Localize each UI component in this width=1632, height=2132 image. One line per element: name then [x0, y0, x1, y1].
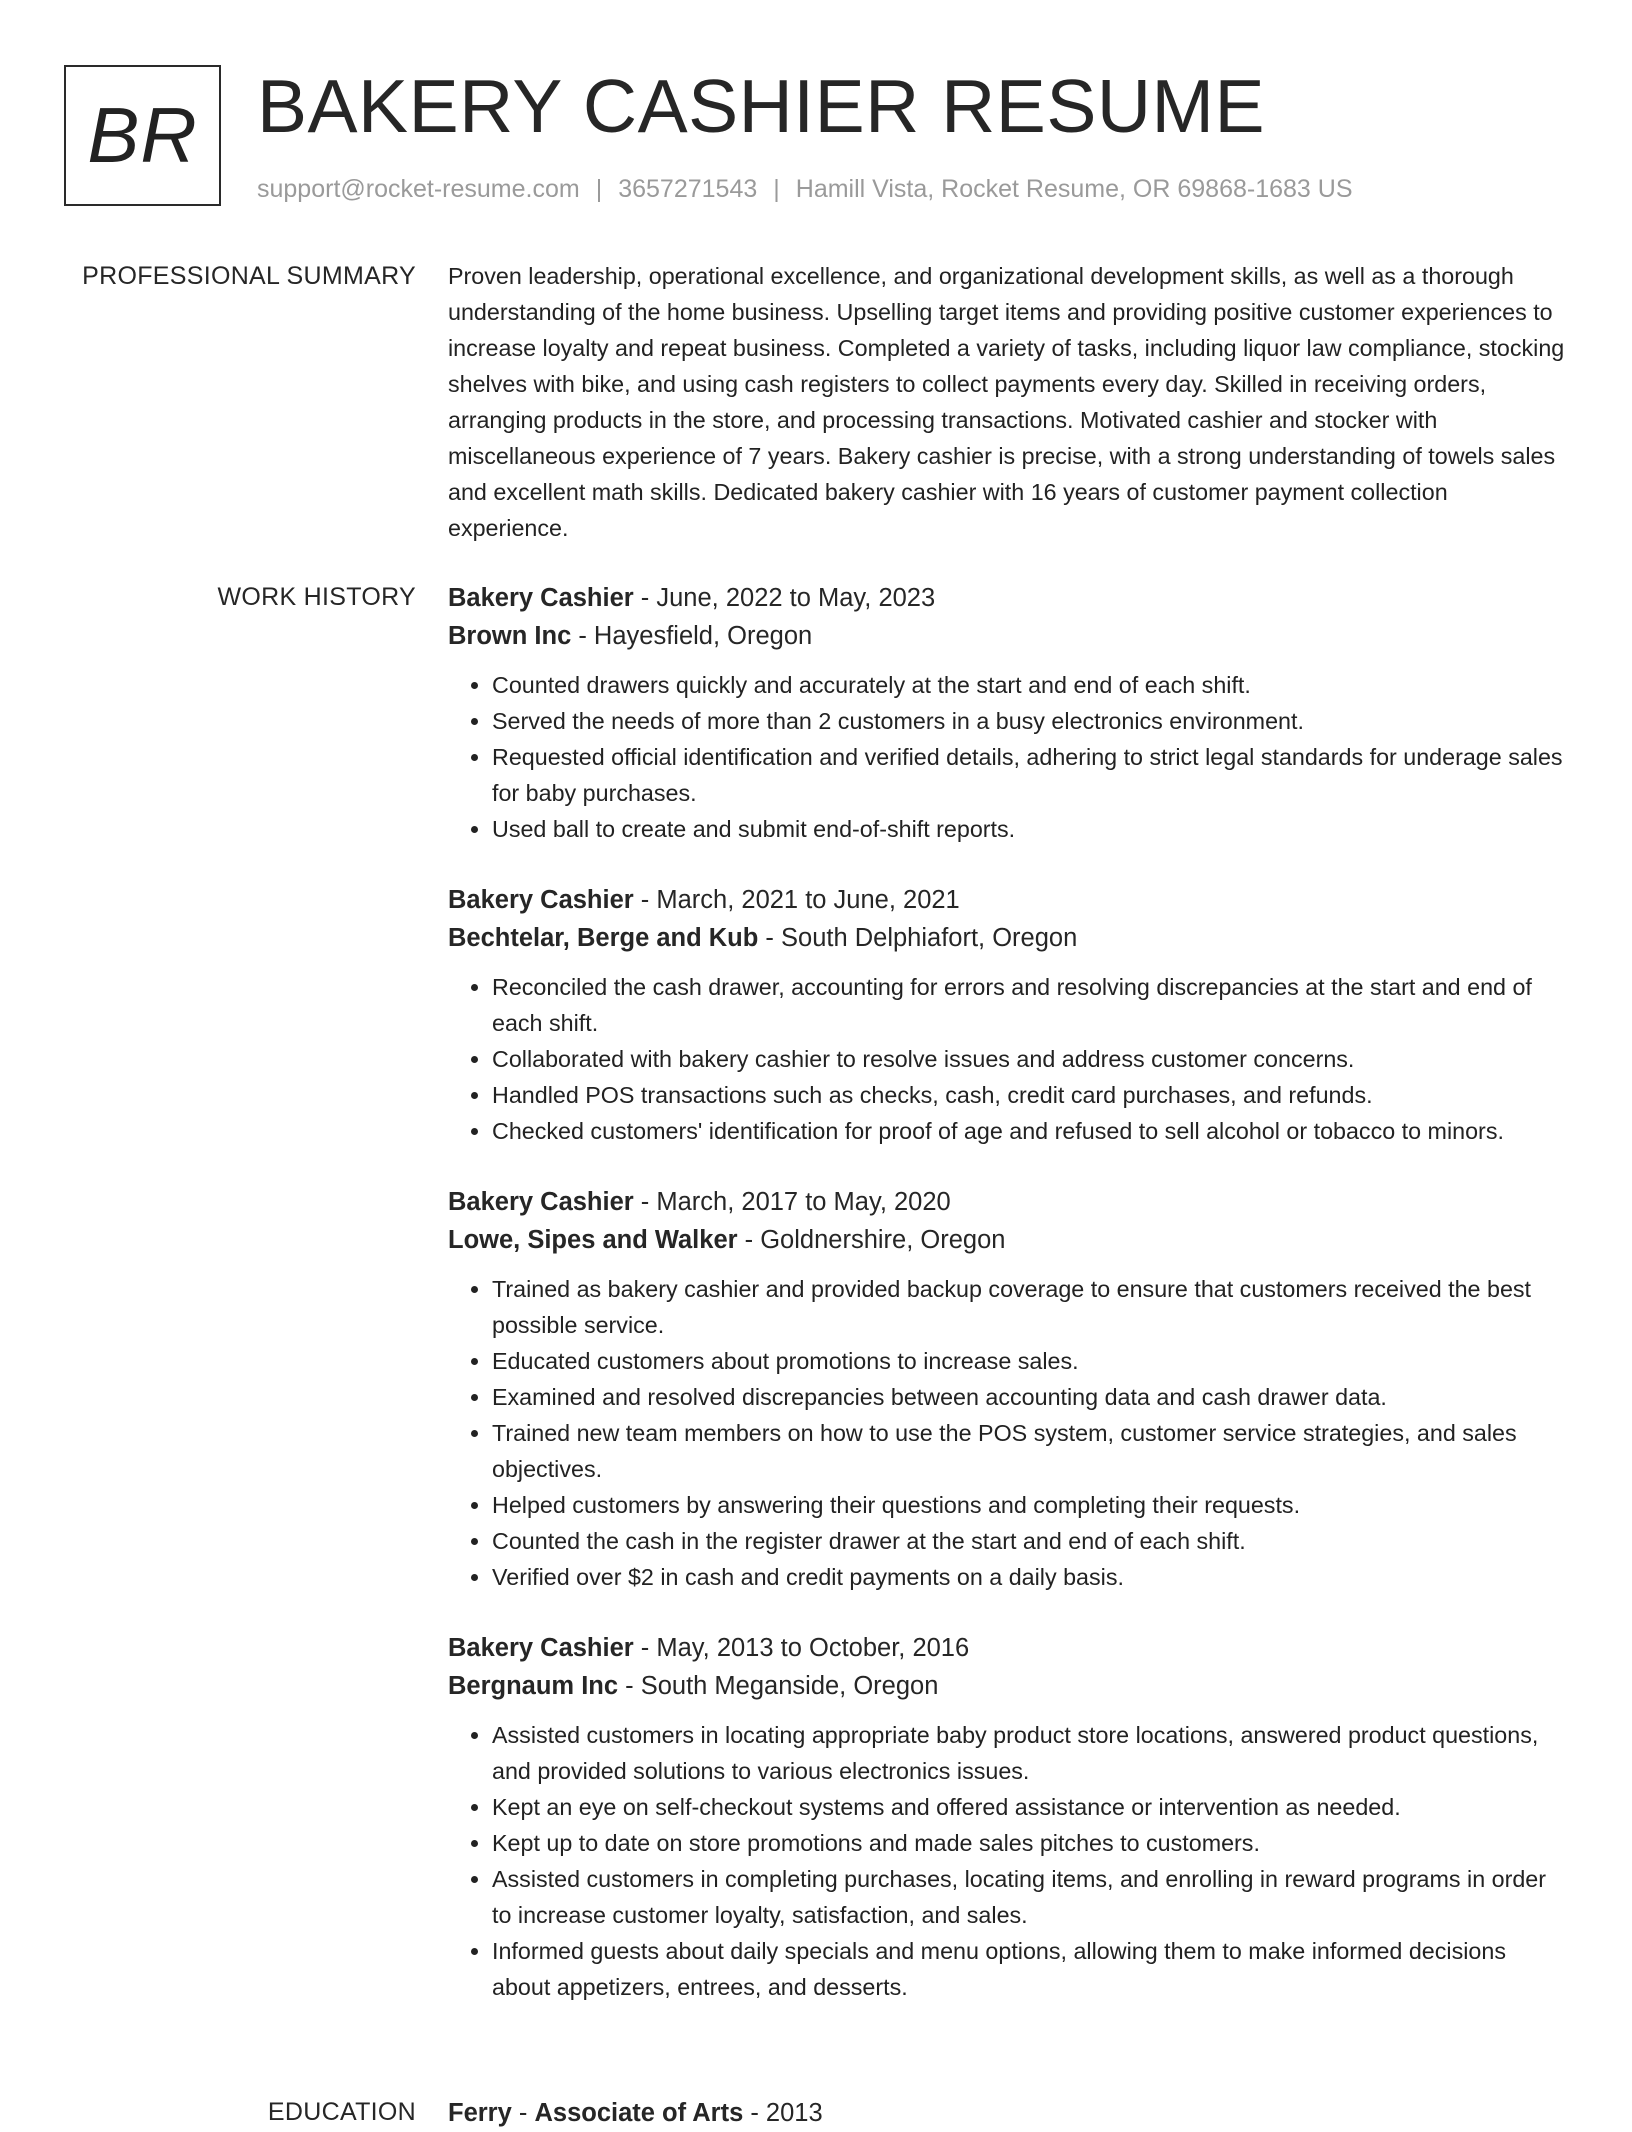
job-company: Bergnaum Inc — [448, 1672, 619, 1700]
job-location: - Hayesfield, Oregon — [571, 622, 813, 650]
job-bullet: • Checked customers' identification for proof of age and refused to sell alcohol or tobacco to minors. — [492, 1113, 1570, 1149]
job-list — [448, 579, 1570, 2039]
job-bullet: • Trained new team members on how to use the POS system, customer service strategies, and sales objectives. — [492, 1415, 1570, 1487]
job-dates: - June, 2022 to May, 2023 — [633, 584, 936, 612]
section-label-education: EDUCATION — [267, 2098, 416, 2126]
education-year: 2013 — [765, 2099, 823, 2127]
summary-text: Proven leadership, operational excellence, and organizational development skills, as well as a thorough understanding of the home business. Upselling target items and providing positive customer experiences to increase loyalty and repeat business. Completed a variety of tasks, including liquor law compliance, stocking shelves with bike, and using cash registers to collect payments every day. Skilled in receiving orders, arranging products in the store, and processing transactions. Motivated cashier and stocker with miscellaneous experience of 7 years. Bakery cashier is precise, with a strong understanding of towels sales and excellent math skills. Dedicated bakery cashier with 16 years of customer payment collection experience. — [448, 263, 1565, 541]
job-title: Bakery Cashier — [448, 886, 634, 914]
monogram-logo: BR — [64, 65, 221, 206]
job-bullet: • Counted the cash in the register drawer at the start and end of each shift. — [492, 1523, 1570, 1559]
job-company-line — [448, 617, 1570, 655]
job-bullet-list — [448, 969, 1570, 1149]
job-company-line — [448, 919, 1570, 957]
job-bullet: • Helped customers by answering their questions and completing their requests. — [492, 1487, 1570, 1523]
contact-separator: | — [773, 175, 780, 203]
section-label-summary: PROFESSIONAL SUMMARY — [82, 262, 416, 290]
job-bullet: • Used ball to create and submit end-of-shift reports. — [492, 811, 1570, 847]
job-entry — [448, 1183, 1570, 1595]
job-title: Bakery Cashier — [448, 1634, 634, 1662]
job-title-line — [448, 1183, 1570, 1221]
job-location: - South Delphiafort, Oregon — [758, 924, 1078, 952]
job-company-line — [448, 1221, 1570, 1259]
job-company: Brown Inc — [448, 622, 572, 650]
job-title-line — [448, 1629, 1570, 1667]
job-bullet: • Informed guests about daily specials and menu options, allowing them to make informed decisions about appetizers, entrees, and desserts. — [492, 1933, 1570, 2005]
job-entry — [448, 1629, 1570, 2005]
job-entry — [448, 579, 1570, 847]
job-bullet: • Collaborated with bakery cashier to resolve issues and address customer concerns. — [492, 1041, 1570, 1077]
contact-separator: | — [595, 175, 603, 203]
job-bullet: • Examined and resolved discrepancies between accounting data and cash drawer data. — [492, 1379, 1570, 1415]
job-company: Bechtelar, Berge and Kub — [448, 924, 759, 952]
job-bullet: • Verified over $2 in cash and credit payments on a daily basis. — [492, 1559, 1570, 1595]
education-school: Ferry — [448, 2099, 512, 2127]
job-company: Lowe, Sipes and Walker — [448, 1226, 738, 1254]
job-entry — [448, 881, 1570, 1149]
education-line — [448, 2094, 1570, 2132]
job-company-line — [448, 1667, 1570, 1705]
job-dates: - May, 2013 to October, 2016 — [633, 1634, 970, 1662]
contact-phone[interactable]: 3657271543 — [618, 175, 758, 203]
job-bullet: • Trained as bakery cashier and provided backup coverage to ensure that customers received the best possible service. — [492, 1271, 1570, 1343]
job-title-line — [448, 579, 1570, 617]
contact-address: Hamill Vista, Rocket Resume, OR 69868-1683 US — [795, 175, 1353, 203]
job-bullet: • Requested official identification and verified details, adhering to strict legal standards for underage sales for baby purchases. — [492, 739, 1570, 811]
resume-title: BAKERY CASHIER RESUME — [257, 64, 1266, 148]
job-dates: - March, 2021 to June, 2021 — [633, 886, 960, 914]
job-bullet: • Handled POS transactions such as checks, cash, credit card purchases, and refunds. — [492, 1077, 1570, 1113]
job-bullet-list — [448, 1717, 1570, 2005]
job-bullet: • Educated customers about promotions to increase sales. — [492, 1343, 1570, 1379]
job-bullet-list — [448, 1271, 1570, 1595]
education-separator: - — [743, 2099, 766, 2127]
job-dates: - March, 2017 to May, 2020 — [633, 1188, 951, 1216]
resume-header — [64, 65, 1568, 215]
education-degree: Associate of Arts — [534, 2099, 744, 2127]
job-bullet: • Kept an eye on self-checkout systems and offered assistance or intervention as needed. — [492, 1789, 1570, 1825]
job-location: - South Meganside, Oregon — [618, 1672, 939, 1700]
job-bullet: • Served the needs of more than 2 customers in a busy electronics environment. — [492, 703, 1570, 739]
contact-email[interactable]: support@rocket-resume.com — [257, 175, 580, 203]
job-bullet: • Counted drawers quickly and accurately at the start and end of each shift. — [492, 667, 1570, 703]
job-bullet: • Reconciled the cash drawer, accounting for errors and resolving discrepancies at the start and end of each shift. — [492, 969, 1570, 1041]
job-bullet: • Assisted customers in completing purchases, locating items, and enrolling in reward programs in order to increase customer loyalty, satisfaction, and sales. — [492, 1861, 1570, 1933]
job-title: Bakery Cashier — [448, 584, 634, 612]
job-title-line — [448, 881, 1570, 919]
education-separator: - — [511, 2099, 535, 2127]
contact-line — [257, 175, 1353, 204]
job-bullet-list — [448, 667, 1570, 847]
job-bullet: • Assisted customers in locating appropriate baby product store locations, answered product questions, and provided solutions to various electronics issues. — [492, 1717, 1570, 1789]
job-bullet: • Kept up to date on store promotions and made sales pitches to customers. — [492, 1825, 1570, 1861]
job-location: - Goldnershire, Oregon — [737, 1226, 1006, 1254]
job-title: Bakery Cashier — [448, 1188, 634, 1216]
section-label-work-history: WORK HISTORY — [217, 583, 416, 611]
